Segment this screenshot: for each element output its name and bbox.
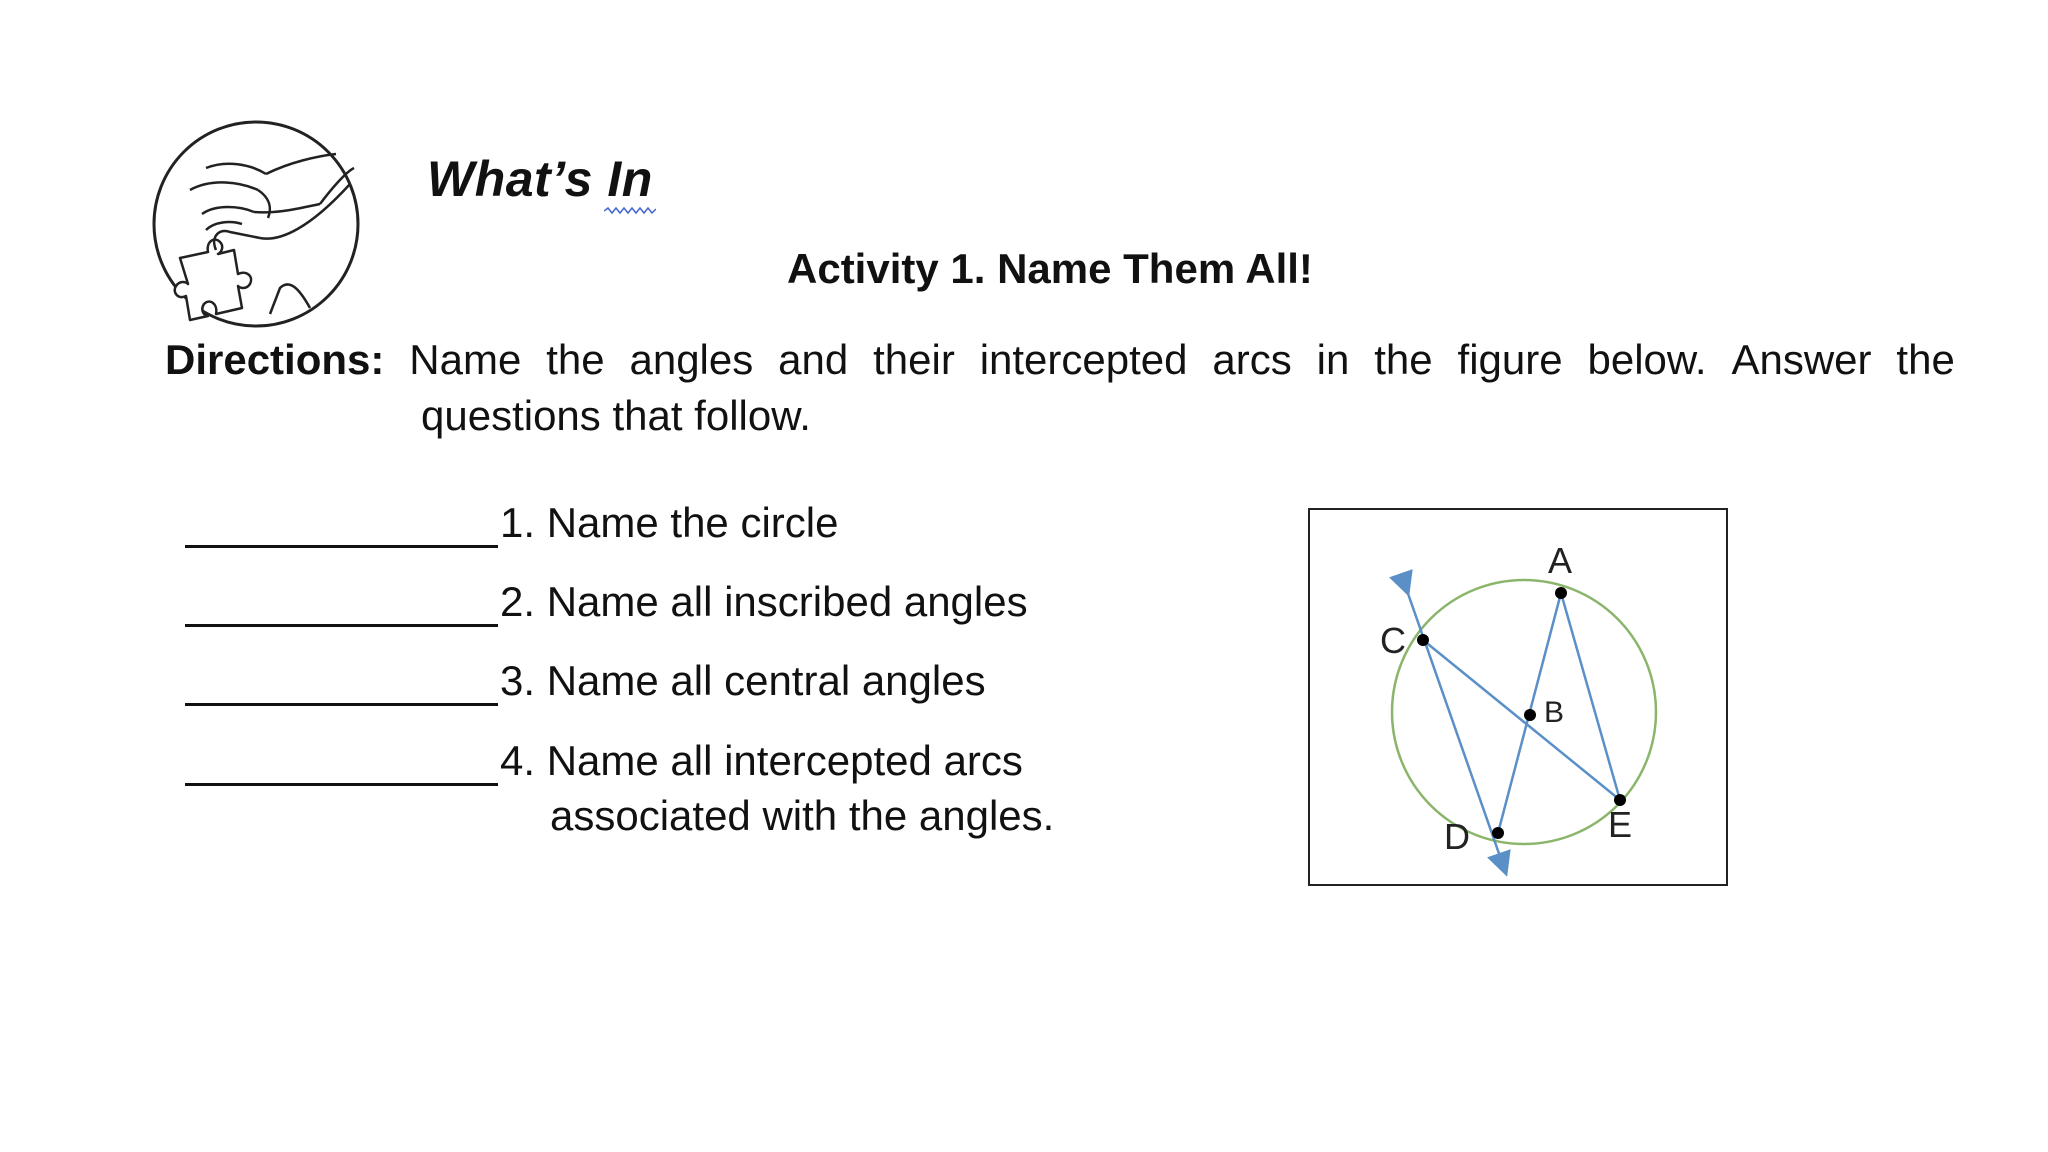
directions-word: Name: [409, 336, 522, 383]
question-4-continuation: associated with the angles.: [550, 792, 1055, 839]
directions-line-1: [165, 332, 1955, 388]
question-1: [185, 498, 838, 548]
figure-drawing: [1310, 510, 1730, 888]
question-3: [185, 656, 986, 706]
directions-line-2: questions that follow.: [421, 392, 811, 439]
question-text: 1. Name the circle: [500, 499, 839, 546]
directions: [165, 332, 1955, 444]
point-b: [1524, 709, 1536, 721]
point-label-a: A: [1548, 540, 1573, 581]
directions-label: Directions:: [165, 336, 385, 383]
point-c: [1417, 634, 1429, 646]
question-4: [185, 736, 1023, 786]
section-title: What’s In: [427, 151, 653, 207]
directions-word: Answer: [1731, 336, 1872, 383]
answer-blank-1[interactable]: [185, 501, 498, 548]
question-text: 2. Name all inscribed angles: [500, 578, 1028, 625]
question-text: 3. Name all central angles: [500, 657, 986, 704]
directions-word: in: [1316, 336, 1350, 383]
point-label-d: D: [1444, 816, 1470, 857]
directions-word: the: [546, 336, 605, 383]
point-label-e: E: [1608, 804, 1633, 845]
answer-blank-2[interactable]: [185, 580, 498, 627]
directions-word: the: [1374, 336, 1433, 383]
answer-blank-4[interactable]: [185, 739, 498, 786]
directions-word: below.: [1587, 336, 1707, 383]
spellcheck-underline: [604, 207, 656, 215]
directions-word: and: [778, 336, 849, 383]
directions-word: the: [1896, 336, 1955, 383]
directions-word: figure: [1457, 336, 1563, 383]
directions-word: their: [873, 336, 955, 383]
point-a: [1555, 587, 1567, 599]
point-label-b: B: [1544, 696, 1565, 729]
directions-word: arcs: [1212, 336, 1292, 383]
question-text: 4. Name all intercepted arcs: [500, 737, 1023, 784]
hand-puzzle-icon: [150, 118, 362, 330]
answer-blank-3[interactable]: [185, 659, 498, 706]
line-a-e: [1561, 593, 1620, 800]
point-d: [1492, 827, 1504, 839]
directions-word: angles: [629, 336, 754, 383]
circle-figure: [1308, 508, 1728, 886]
question-2: [185, 577, 1028, 627]
point-label-c: C: [1380, 620, 1406, 661]
directions-word: intercepted: [979, 336, 1188, 383]
activity-title: Activity 1. Name Them All!: [787, 245, 1313, 292]
